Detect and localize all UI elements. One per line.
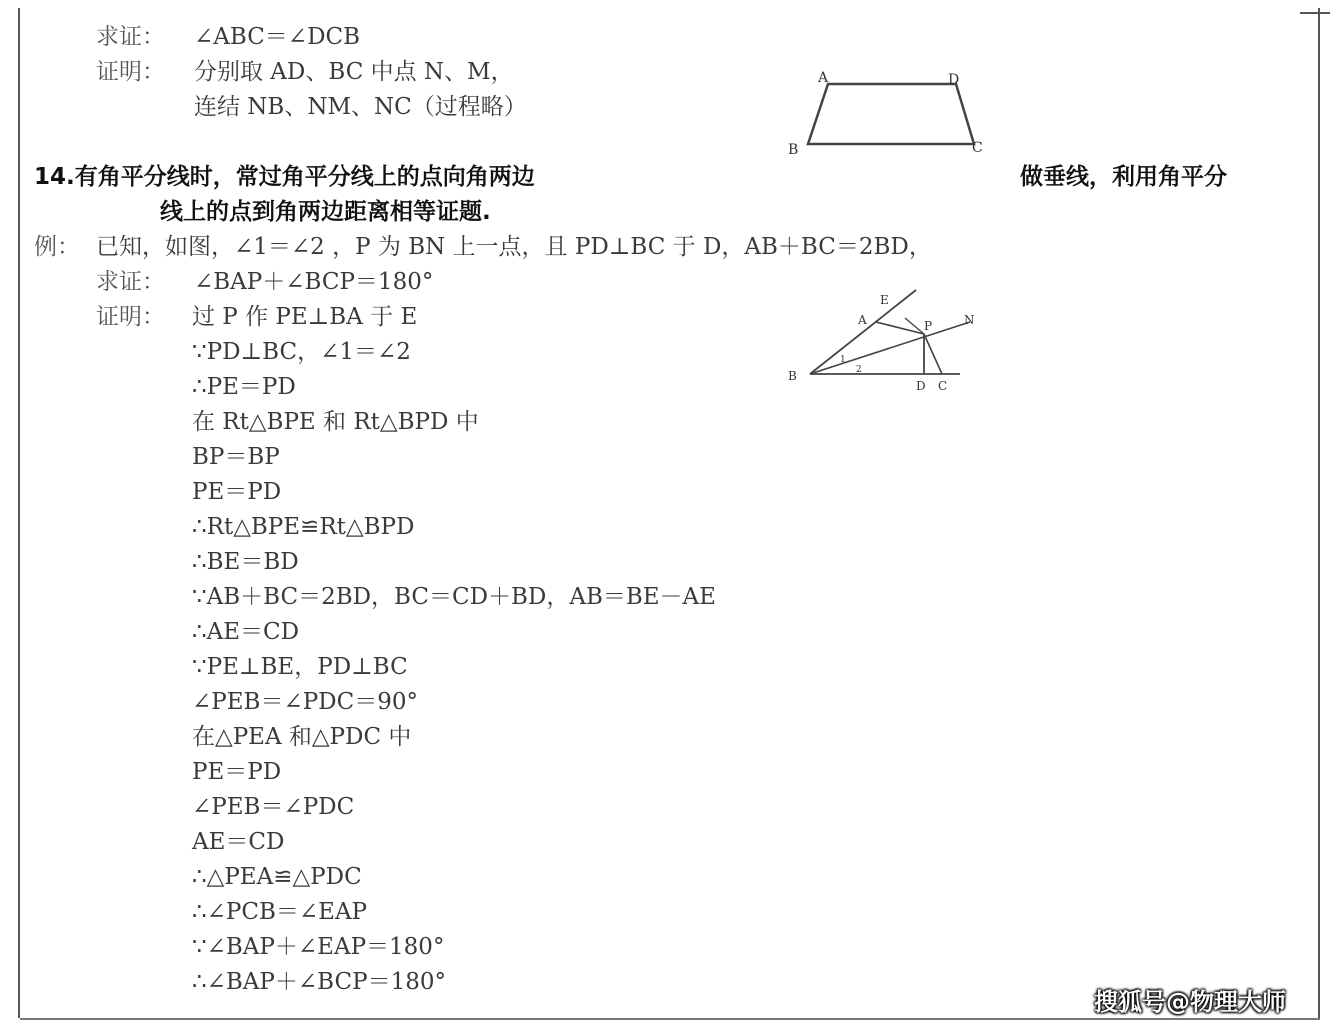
zhengming-line-1: 分别取 AD、BC 中点 N、M，	[194, 59, 514, 85]
proof-step: ∵PD⊥BC，∠1＝∠2	[192, 339, 411, 365]
proof-step: ∠PEB＝∠PDC	[192, 794, 355, 820]
trapezoid-label-d: D	[948, 72, 960, 88]
proof-step: 在 Rt△BPE 和 Rt△BPD 中	[192, 409, 479, 435]
trapezoid-label-a: A	[818, 70, 829, 86]
section-14-title-left: 14.有角平分线时，常过角平分线上的点向角两边	[34, 164, 535, 190]
zhengming-label: 证明：	[96, 59, 165, 85]
example-label: 例：	[34, 234, 80, 260]
frame-top-tick	[1300, 12, 1330, 14]
fig2-label-d: D	[916, 379, 926, 393]
ray-bn	[810, 322, 970, 374]
trapezoid-label-c: C	[972, 140, 983, 156]
section-14-title-right: 做垂线，利用角平分	[1020, 164, 1227, 190]
example-qiuzheng-text: ∠BAP＋∠BCP＝180°	[194, 269, 434, 295]
proof-step: 过 P 作 PE⊥BA 于 E	[192, 304, 418, 330]
proof-step: ∴∠PCB＝∠EAP	[192, 899, 368, 925]
proof-step: BP＝BP	[192, 444, 280, 470]
fig2-label-n: N	[964, 313, 975, 327]
fig2-label-angle-1: 1	[840, 355, 846, 365]
proof-step: PE＝PD	[192, 759, 282, 785]
fig2-label-b: B	[788, 369, 797, 383]
fig2-label-c: C	[938, 379, 948, 393]
frame-right-border	[1318, 8, 1320, 1018]
proof-step: ∴BE＝BD	[192, 549, 299, 575]
frame-left-border	[18, 8, 20, 1018]
angle-bisector-figure	[780, 282, 990, 402]
example-zhengming-label: 证明：	[96, 304, 165, 330]
example-qiuzheng-label: 求证：	[96, 269, 165, 295]
qiuzheng-label: 求证：	[96, 24, 165, 50]
proof-step: ∴Rt△BPE≌Rt△BPD	[192, 514, 415, 540]
example-given-text: 已知，如图，∠1＝∠2 ，P 为 BN 上一点，且 PD⊥BC 于 D，AB＋BC＝2BD，	[96, 234, 932, 260]
proof-step: ∴∠BAP＋∠BCP＝180°	[192, 969, 446, 995]
frame-bottom-border	[20, 1018, 1320, 1020]
zhengming-line-2: 连结 NB、NM、NC（过程略）	[194, 94, 527, 120]
proof-step: 在△PEA 和△PDC 中	[192, 724, 412, 750]
fig2-label-angle-2: 2	[856, 365, 862, 375]
fig2-label-p: P	[924, 319, 933, 333]
section-14-title-line-2: 线上的点到角两边距离相等证题.	[160, 199, 491, 225]
proof-step: ∴PE＝PD	[192, 374, 296, 400]
trapezoid-shape	[808, 84, 974, 144]
trapezoid-label-b: B	[788, 142, 799, 158]
proof-step: PE＝PD	[192, 479, 282, 505]
proof-step: ∴△PEA≌△PDC	[192, 864, 362, 890]
qiuzheng-text: ∠ABC＝∠DCB	[194, 24, 361, 50]
proof-step: ∴AE＝CD	[192, 619, 300, 645]
watermark-text: 搜狐号@物理大师	[1094, 988, 1286, 1016]
proof-step: AE＝CD	[192, 829, 285, 855]
trapezoid-figure	[780, 62, 1010, 162]
proof-step: ∵AB＋BC＝2BD，BC＝CD＋BD，AB＝BE－AE	[192, 584, 716, 610]
proof-step: ∠PEB＝∠PDC＝90°	[192, 689, 418, 715]
proof-step: ∵∠BAP＋∠EAP＝180°	[192, 934, 445, 960]
proof-step: ∵PE⊥BE，PD⊥BC	[192, 654, 408, 680]
segment-pc	[924, 334, 942, 374]
fig2-label-e: E	[880, 293, 889, 307]
fig2-label-a: A	[858, 313, 867, 327]
ray-be	[810, 290, 916, 374]
